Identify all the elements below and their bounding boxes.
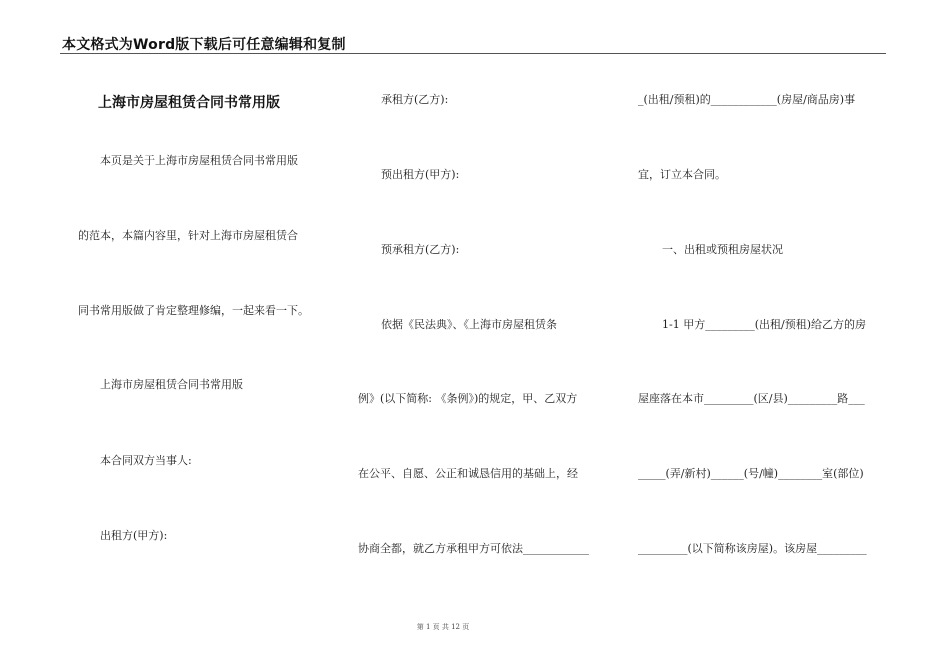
page-indicator: 第 1 页 共 12 页: [416, 623, 470, 631]
paragraph-line: 出租方(甲方):: [100, 529, 168, 542]
paragraph-line: 宜，订立本合同。: [638, 168, 726, 181]
paragraph-line: 例》(以下简称: 《条例》)的规定，甲、乙双方: [358, 392, 578, 405]
paragraph-line: 预承租方(乙方):: [381, 243, 460, 256]
paragraph-line: 1-1 甲方_________(出租/预租)给乙方的房: [662, 318, 866, 331]
paragraph-line: 承租方(乙方):: [381, 93, 449, 106]
paragraph-line: 的范本，本篇内容里，针对上海市房屋租赁合: [78, 229, 298, 242]
paragraph-line: _________(以下简称该房屋)。该房屋_________: [638, 542, 867, 555]
header-banner: 本文格式为Word版下载后可任意编辑和复制: [62, 37, 346, 53]
paragraph-line: 依据《民法典》、《上海市房屋租赁条: [381, 318, 557, 331]
paragraph-line: 本页是关于上海市房屋租赁合同书常用版: [100, 154, 298, 167]
paragraph-line: 在公平、自愿、公正和诚恳信用的基础上，经: [358, 467, 578, 480]
paragraph-line: 上海市房屋租赁合同书常用版: [100, 378, 243, 391]
header-divider: [60, 53, 886, 54]
section-heading: 一、出租或预租房屋状况: [662, 243, 783, 256]
paragraph-line: _(出租/预租)的____________(房屋/商品房)事: [638, 93, 856, 106]
paragraph-line: _____(弄/新村)______(号/幢)________室(部位): [638, 467, 864, 480]
paragraph-line: 预出租方(甲方):: [381, 168, 460, 181]
paragraph-line: 屋座落在本市_________(区/县)_________路___: [638, 392, 865, 405]
document-title: 上海市房屋租赁合同书常用版: [98, 95, 280, 111]
paragraph-line: 本合同双方当事人:: [100, 454, 192, 467]
paragraph-line: 协商全都，就乙方承租甲方可依法____________: [358, 542, 589, 555]
paragraph-line: 同书常用版做了肯定整理修编，一起来看一下。: [78, 304, 309, 317]
